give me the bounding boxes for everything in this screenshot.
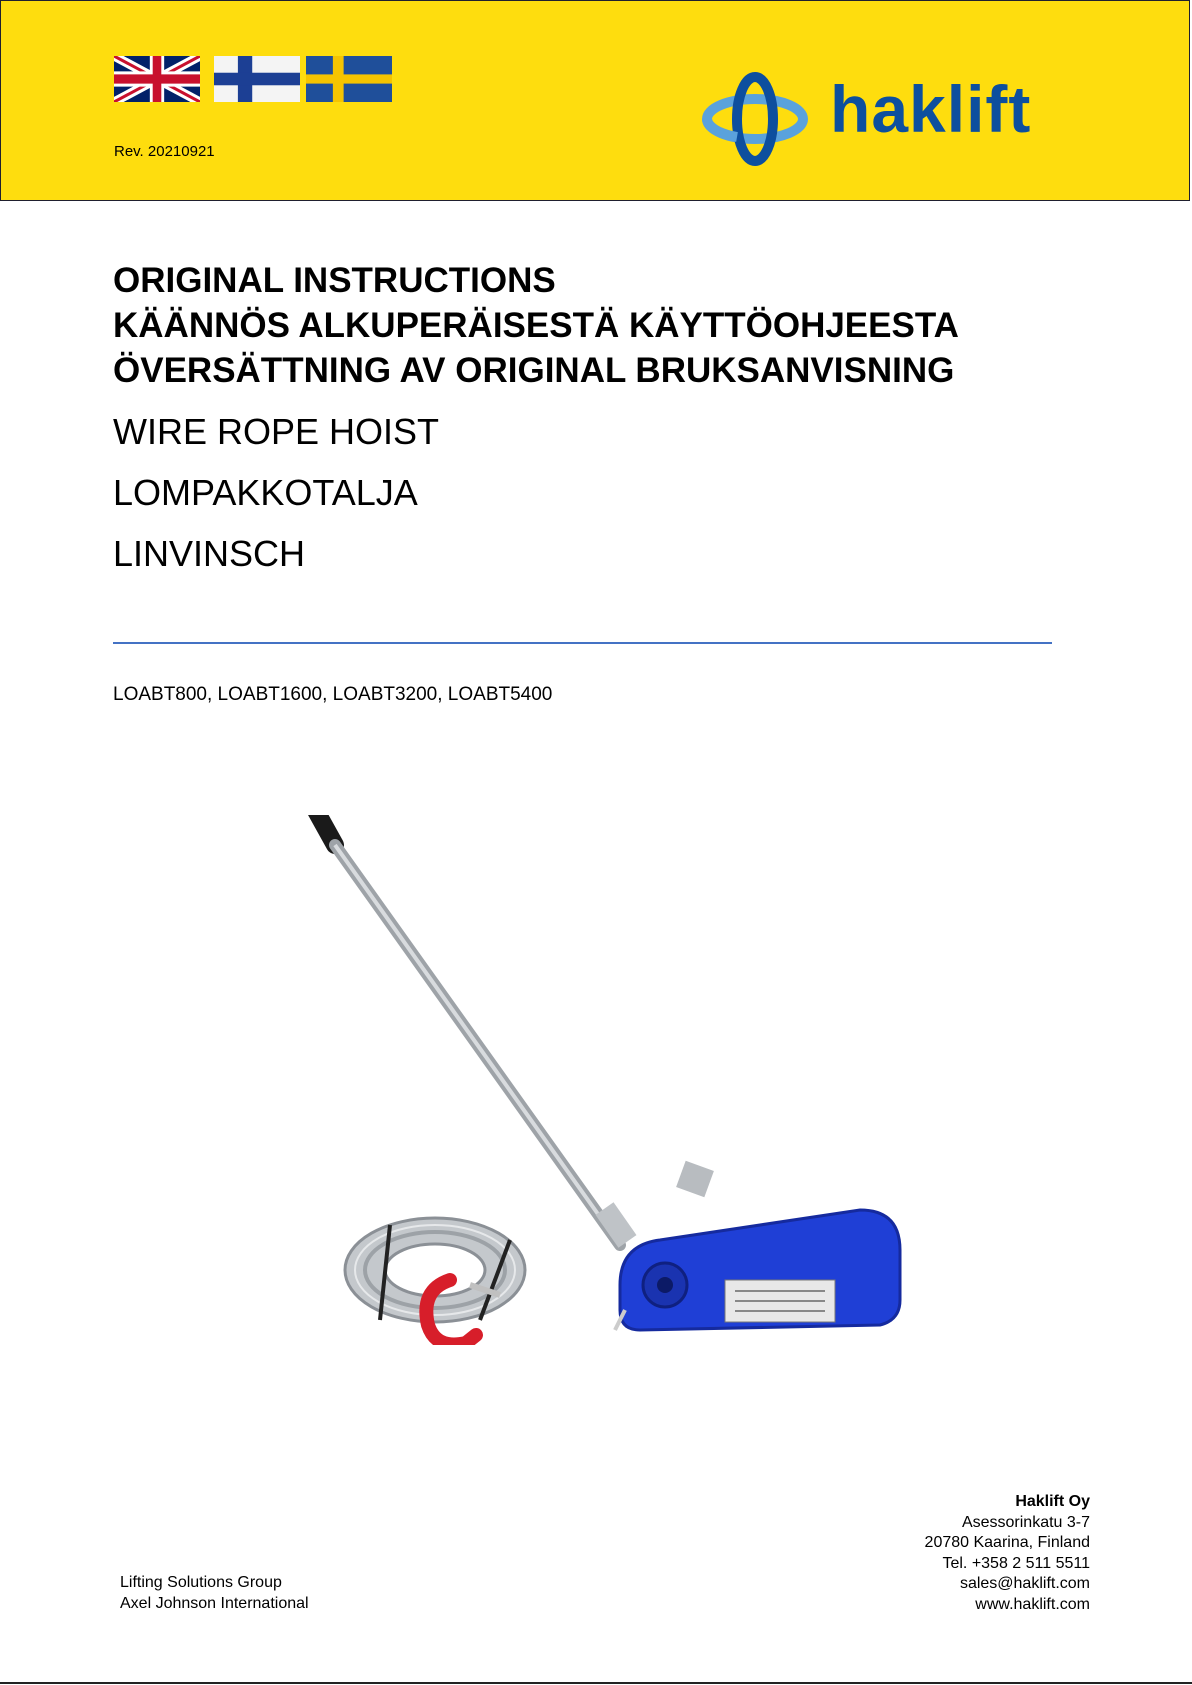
divider-line <box>113 642 1052 644</box>
group-name: Lifting Solutions Group <box>120 1574 282 1591</box>
header-banner <box>0 0 1190 201</box>
product-name-swedish: LINVINSCH <box>113 533 306 574</box>
revision-label: Rev. 20210921 <box>114 143 215 160</box>
sweden-flag-icon[interactable] <box>306 56 392 102</box>
product-name-english: WIRE ROPE HOIST <box>113 411 440 452</box>
footer-contact <box>925 1492 1090 1615</box>
phone: Tel. +358 2 511 5511 <box>942 1554 1090 1572</box>
parent-company: Axel Johnson International <box>120 1595 309 1612</box>
model-list: LOABT800, LOABT1600, LOABT3200, LOABT5400 <box>113 684 553 705</box>
title-finnish: KÄÄNNÖS ALKUPERÄISESTÄ KÄYTTÖOHJEESTA <box>113 306 959 345</box>
uk-flag-icon[interactable] <box>114 56 200 102</box>
address-street: Asessorinkatu 3-7 <box>961 1513 1090 1531</box>
company-name: Haklift Oy <box>1015 1493 1090 1510</box>
finland-flag-icon[interactable] <box>214 56 300 102</box>
document-title-block <box>113 258 959 393</box>
bottom-divider <box>0 1682 1192 1684</box>
footer-group-info <box>120 1572 309 1614</box>
email-link[interactable]: sales@haklift.com <box>959 1575 1090 1592</box>
address-city: 20780 Kaarina, Finland <box>924 1534 1090 1551</box>
logo-text: haklift <box>830 72 1032 146</box>
haklift-logo-emblem-icon <box>701 63 831 173</box>
wire-rope-hoist-image <box>280 815 910 1345</box>
title-english: ORIGINAL INSTRUCTIONS <box>113 261 556 300</box>
haklift-logo <box>701 63 1091 173</box>
website-link[interactable]: www.haklift.com <box>975 1595 1090 1613</box>
product-name-finnish: LOMPAKKOTALJA <box>113 472 418 513</box>
title-swedish: ÖVERSÄTTNING AV ORIGINAL BRUKSANVISNING <box>113 351 955 390</box>
